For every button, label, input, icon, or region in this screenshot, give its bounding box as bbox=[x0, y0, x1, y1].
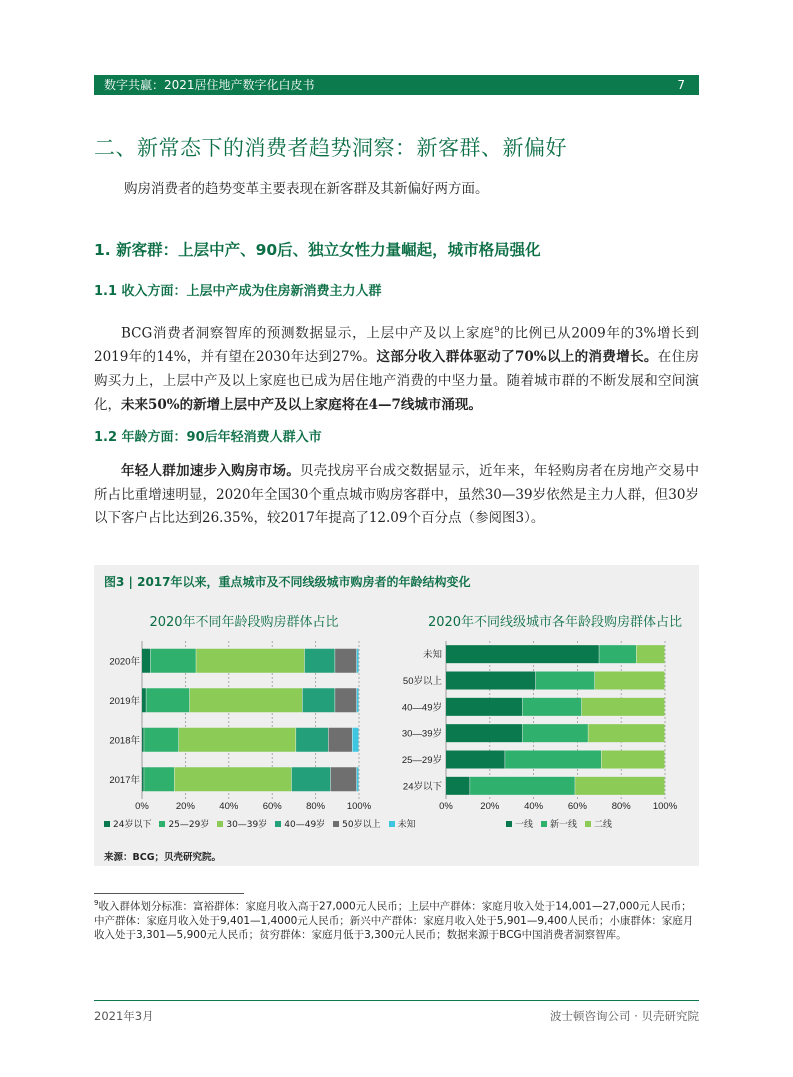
bar-segment bbox=[523, 724, 588, 742]
legend-swatch bbox=[275, 821, 281, 827]
legend-label: 未知 bbox=[397, 820, 416, 830]
legend-swatch bbox=[333, 821, 339, 827]
bar-segment bbox=[523, 698, 582, 716]
legend-label: 新一线 bbox=[550, 820, 578, 830]
legend-item bbox=[275, 817, 325, 830]
bar-segment bbox=[331, 767, 357, 791]
page-header-bar bbox=[94, 75, 699, 95]
header-title: 数字共赢：2021居住地产数字化白皮书 bbox=[104, 78, 315, 92]
x-tick-label: 60% bbox=[262, 801, 282, 812]
category-label: 2019年 bbox=[109, 695, 140, 707]
section-heading: 1. 新客群：上层中产、90后、独立女性力量崛起，城市格局强化 bbox=[94, 241, 541, 259]
x-tick-label: 40% bbox=[524, 801, 544, 812]
bar-segment bbox=[190, 688, 302, 712]
bar-segment bbox=[582, 698, 665, 716]
bar-segment bbox=[470, 777, 575, 795]
category-label: 未知 bbox=[422, 649, 442, 661]
legend-swatch bbox=[217, 821, 223, 827]
category-label: 2018年 bbox=[109, 735, 140, 747]
category-label: 2017年 bbox=[109, 774, 140, 786]
bar-segment bbox=[601, 751, 664, 769]
footer-divider bbox=[94, 1000, 699, 1001]
bar-segment bbox=[142, 767, 144, 791]
figure-box bbox=[94, 565, 699, 866]
x-tick-label: 80% bbox=[611, 801, 631, 812]
bar-segment bbox=[352, 728, 358, 752]
x-tick-label: 20% bbox=[480, 801, 500, 812]
legend-item bbox=[217, 817, 267, 830]
paragraph-age bbox=[94, 460, 699, 531]
bar-segment bbox=[303, 688, 335, 712]
bar-segment bbox=[142, 649, 150, 673]
legend-label: 30—39岁 bbox=[226, 820, 268, 830]
legend-label: 一线 bbox=[515, 820, 534, 830]
bar-segment bbox=[196, 649, 304, 673]
bar-segment bbox=[292, 767, 331, 791]
legend-item bbox=[333, 817, 380, 830]
paragraph-income bbox=[94, 318, 699, 417]
legend-swatch bbox=[389, 821, 395, 827]
category-label: 50岁以上 bbox=[402, 676, 442, 687]
bold-span: 这部分收入群体驱动了70%以上的消费增长。 bbox=[376, 349, 658, 366]
footer-date: 2021年3月 bbox=[94, 1009, 154, 1023]
legend-swatch bbox=[585, 821, 591, 827]
x-tick-label: 100% bbox=[652, 801, 678, 812]
bar-segment bbox=[335, 688, 356, 712]
footer-org: 波士顿咨询公司 · 贝壳研究院 bbox=[550, 1009, 699, 1023]
bar-segment bbox=[146, 688, 189, 712]
legend-item bbox=[585, 817, 612, 830]
legend-swatch bbox=[506, 821, 512, 827]
legend-swatch bbox=[159, 821, 165, 827]
footnote-divider bbox=[94, 893, 244, 894]
text-span: 在住房购买力上，上层中产及以上家庭也已成为居住地产消费的中坚力量。随着城市群的不断发展和空间演化， bbox=[94, 349, 699, 413]
chart-left-title: 2020年不同年龄段购房群体占比 bbox=[149, 615, 339, 630]
x-tick-label: 20% bbox=[175, 801, 195, 812]
main-heading: 二、新常态下的消费者趋势洞察：新客群、新偏好 bbox=[94, 136, 567, 160]
bar-segment bbox=[446, 724, 522, 742]
category-label: 40—49岁 bbox=[401, 702, 442, 714]
bar-segment bbox=[446, 645, 599, 663]
bar-segment bbox=[329, 728, 352, 752]
legend-right bbox=[506, 817, 612, 830]
legend-item bbox=[506, 817, 533, 830]
text-span: 的比例已从2009年的3%增长到2019年的14%，并有望在2030年达到27%。 bbox=[94, 325, 699, 366]
text-span: BCG消费者洞察智库的预测数据显示，上层中产及以上家庭 bbox=[121, 325, 495, 342]
intro-text: 购房消费者的趋势变革主要表现在新客群及其新偏好两方面。 bbox=[124, 181, 489, 197]
text-span: 贝壳找房平台成交数据显示，近年来，年轻购房者在房地产交易中所占比重增速明显，2020年全国30个重点城市购房客群中，虽然30—39岁依然是主力人群，但30岁以下客户占比达到26.35%，较2017年提高了12.09个百分点（参阅图3）。 bbox=[94, 463, 700, 527]
category-label: 2020年 bbox=[109, 656, 140, 668]
bar-segment bbox=[151, 649, 196, 673]
x-tick-label: 40% bbox=[219, 801, 239, 812]
legend-swatch bbox=[541, 821, 547, 827]
x-tick-label: 80% bbox=[306, 801, 326, 812]
bar-segment bbox=[144, 767, 174, 791]
bar-segment bbox=[599, 645, 636, 663]
bar-segment bbox=[446, 751, 505, 769]
legend-label: 40—49岁 bbox=[284, 820, 326, 830]
x-tick-label: 0% bbox=[135, 801, 149, 812]
x-tick-label: 100% bbox=[346, 801, 372, 812]
bar-segment bbox=[595, 672, 665, 690]
bar-segment bbox=[505, 751, 601, 769]
bar-segment bbox=[588, 724, 664, 742]
bold-span: 未来50%的新增上层中产及以上家庭将在4—7线城市涌现。 bbox=[121, 396, 482, 413]
legend-label: 50岁以上 bbox=[342, 820, 381, 830]
legend-item bbox=[389, 817, 416, 830]
legend-left bbox=[104, 817, 416, 830]
bar-segment bbox=[305, 649, 335, 673]
bar-segment bbox=[179, 728, 296, 752]
bold-span: 年轻人群加速步入购房市场。 bbox=[121, 463, 300, 479]
category-label: 24岁以下 bbox=[402, 781, 442, 793]
x-tick-label: 0% bbox=[439, 801, 453, 812]
category-label: 30—39岁 bbox=[401, 728, 442, 740]
footnote bbox=[94, 896, 699, 942]
page-number: 7 bbox=[677, 78, 685, 92]
bar-segment bbox=[446, 698, 522, 716]
bar-segment bbox=[446, 672, 535, 690]
footnote-text: 收入群体划分标准：富裕群体：家庭月收入高于27,000元人民币；上层中产群体：家庭月收入处于14,001—27,000元人民币；中产群体：家庭月收入处于9,401—1,4000元人民币；新兴中产群体：家庭月收入处于5,901—9,400人民币；小康群体：家庭月收入处于3,301—5,900元人民币；贫穷群体：家庭月低于3,300元人民币；数据来源于BCG中国消费者洞察智库。 bbox=[94, 900, 694, 941]
bar-segment bbox=[536, 672, 595, 690]
bar-segment bbox=[446, 777, 470, 795]
subsection-heading-age: 1.2 年龄方面：90后年轻消费人群入市 bbox=[94, 430, 322, 445]
bar-segment bbox=[335, 649, 356, 673]
bar-segment bbox=[357, 688, 359, 712]
figure-source: 来源：BCG；贝壳研究院。 bbox=[104, 852, 222, 863]
footnote-ref: 9 bbox=[494, 325, 500, 334]
bar-segment bbox=[357, 649, 359, 673]
bar-segment bbox=[296, 728, 328, 752]
legend-label: 二线 bbox=[594, 820, 613, 830]
legend-swatch bbox=[104, 821, 110, 827]
footnote-mark: 9 bbox=[94, 899, 99, 907]
bar-segment bbox=[575, 777, 664, 795]
legend-item bbox=[104, 817, 151, 830]
legend-label: 24岁以下 bbox=[113, 820, 152, 830]
legend-item bbox=[541, 817, 577, 830]
bar-segment bbox=[637, 645, 665, 663]
figure-title: 图3 | 2017年以来，重点城市及不同线级城市购房者的年龄结构变化 bbox=[104, 575, 471, 589]
x-tick-label: 60% bbox=[567, 801, 587, 812]
bar-segment bbox=[142, 688, 146, 712]
legend-item bbox=[159, 817, 209, 830]
chart-right-title: 2020年不同线级城市各年龄段购房群体占比 bbox=[427, 615, 683, 630]
bar-segment bbox=[357, 767, 359, 791]
bar-segment bbox=[175, 767, 292, 791]
legend-label: 25—29岁 bbox=[168, 820, 210, 830]
bar-segment bbox=[144, 728, 178, 752]
bar-segment bbox=[142, 728, 144, 752]
category-label: 25—29岁 bbox=[401, 755, 442, 766]
subsection-heading-income: 1.1 收入方面：上层中产成为住房新消费主力人群 bbox=[94, 284, 382, 299]
